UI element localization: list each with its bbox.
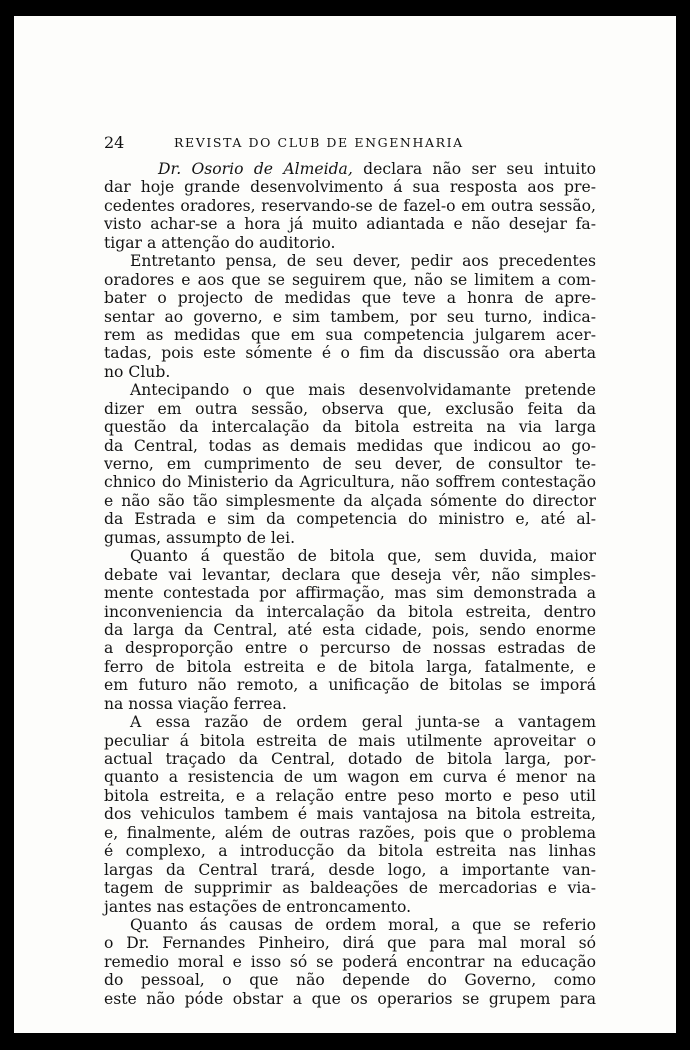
text-line: da Central, todas as demais medidas que indicou ao go- [104, 436, 596, 455]
text-line: cedentes oradores, reservando-se de fazel-o em outra sessão, [104, 196, 596, 215]
text-line: Dr. Osorio de Almeida, declara não ser seu intuito [158, 160, 596, 178]
text-line: questão da intercalação da bitola estreita na via larga [104, 418, 596, 437]
text-line: é complexo, a introducção da bitola estreita nas linhas [104, 842, 596, 861]
text-line: rem as medidas que em sua competencia julgarem acer- [104, 325, 596, 344]
text-line: oradores e aos que se seguirem que, não se limitem a com- [104, 270, 596, 289]
page-number: 24 [104, 133, 125, 152]
text-line: verno, em cumprimento de seu dever, de consultor te- [104, 455, 596, 473]
text-line: dos vehiculos tambem é mais vantajosa na bitola estreita, [104, 805, 596, 824]
page-header [104, 133, 594, 155]
text-line: A essa razão de ordem geral junta-se a vantagem [130, 713, 596, 732]
text-line: largas da Central trará, desde logo, a importante van- [104, 860, 596, 879]
text-line: bitola estreita, e a relação entre peso morto e peso util [104, 786, 596, 805]
text-line: Quanto á questão de bitola que, sem duvida, maior [130, 547, 596, 566]
text-line: dar hoje grande desenvolvimento á sua resposta aos pre- [104, 178, 596, 197]
speaker-name: Dr. Osorio de Almeida, [158, 160, 353, 178]
text-line: e, finalmente, além de outras razões, pois que o problema [104, 823, 596, 842]
text-line: este não póde obstar a que os operarios se grupem para [104, 989, 596, 1008]
text-line: visto achar-se a hora já muito adiantada e não desejar fa- [104, 215, 596, 234]
text-line: da larga da Central, até esta cidade, pois, sendo enorme [104, 620, 596, 639]
text-line: peculiar á bitola estreita de mais utilmente aproveitar o [104, 731, 596, 750]
running-title: REVISTA DO CLUB DE ENGENHARIA [174, 135, 464, 150]
text-line: tadas, pois este sómente é o fim da discussão ora aberta [104, 344, 596, 363]
text-line: o Dr. Fernandes Pinheiro, dirá que para mal moral só [104, 934, 596, 953]
text-line: remedio moral e isso só se poderá encontrar na educação [104, 952, 596, 971]
text-line: em futuro não remoto, a unificação de bitolas se imporá [104, 676, 596, 695]
text-line: Antecipando o que mais desenvolvidamante pretende [130, 381, 596, 400]
text-line: Entretanto pensa, de seu dever, pedir aos precedentes [130, 252, 596, 271]
text-line: gumas, assumpto de lei. [104, 528, 296, 547]
text-line: da Estrada e sim da competencia do ministro e, até al- [104, 510, 596, 529]
text-line: jantes nas estações de entroncamento. [104, 897, 412, 916]
text-line: no Club. [104, 362, 171, 381]
text-line: tigar a attenção do auditorio. [104, 233, 336, 252]
text-line: tagem de supprimir as baldeações de mercadorias e via- [104, 879, 596, 898]
text-line: debate vai levantar, declara que deseja vêr, não simples- [104, 565, 596, 584]
body-text [104, 160, 596, 1008]
text-line: Quanto ás causas de ordem moral, a que se referio [130, 915, 596, 934]
text-line: dizer em outra sessão, observa que, exclusão feita da [104, 399, 596, 418]
text-line: bater o projecto de medidas que teve a honra de apre- [104, 289, 596, 308]
text-line: quanto a resistencia de um wagon em curva é menor na [104, 768, 596, 787]
text-line: mente contestada por affirmação, mas sim demonstrada a [104, 584, 596, 603]
text-line: a desproporção entre o percurso de nossas estradas de [104, 639, 596, 658]
text-line: inconveniencia da intercalação da bitola estreita, dentro [104, 602, 596, 621]
text-line: na nossa viação ferrea. [104, 694, 287, 713]
text-line: e não são tão simplesmente da alçada sómente do director [104, 491, 596, 510]
text-line: do pessoal, o que não depende do Governo, como [104, 971, 596, 990]
book-page [14, 16, 676, 1033]
text-line: sentar ao governo, e sim tambem, por seu turno, indica- [104, 307, 596, 326]
text-line: chnico do Ministerio da Agricultura, não soffrem contestação [104, 473, 596, 492]
text-line: actual traçado da Central, dotado de bitola larga, por- [104, 750, 596, 768]
text-line: ferro de bitola estreita e de bitola larga, fatalmente, e [104, 657, 596, 676]
